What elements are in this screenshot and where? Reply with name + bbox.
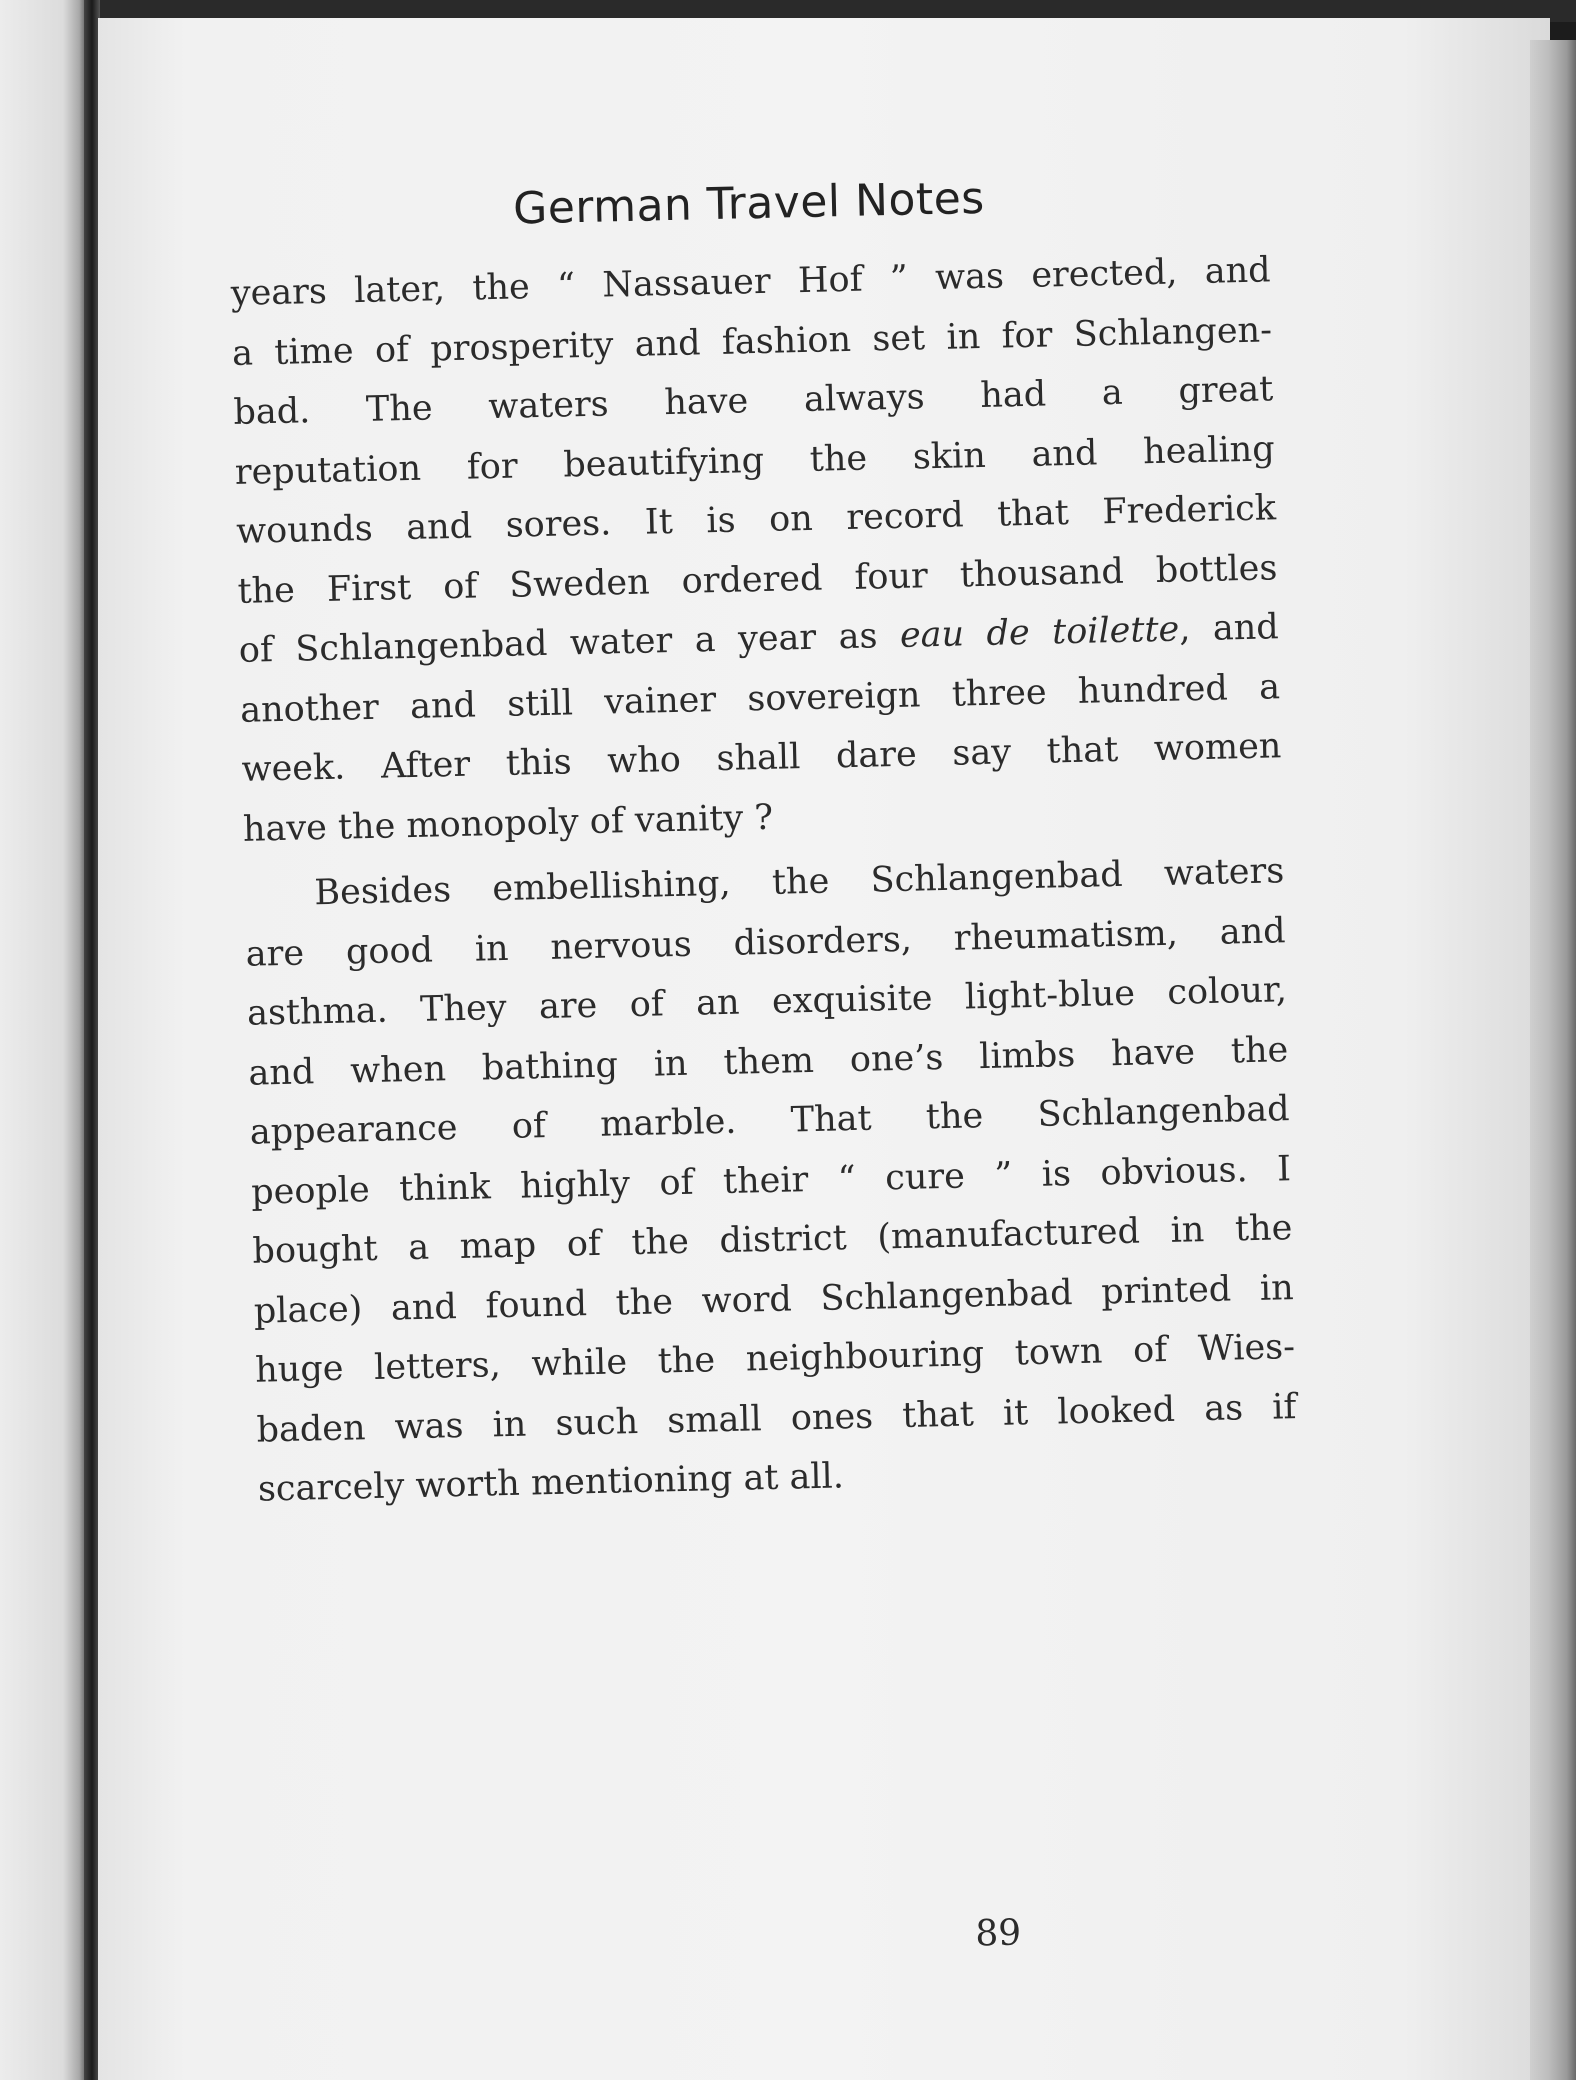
paragraph-2 <box>244 842 1299 1520</box>
running-head: German Travel Notes <box>512 172 986 235</box>
page-text-block <box>228 146 1298 1955</box>
text-line: appearance of marble. That the Schlangenbad <box>249 1089 1291 1153</box>
text-line: have the monopoly of vanity ? <box>242 797 774 850</box>
text-line: week. After this who shall dare say that women <box>241 726 1282 790</box>
text-line: bought a map of the district (manufactured in the <box>252 1208 1293 1272</box>
text-line: people think highly of their “ cure ” is obvious. I <box>250 1148 1292 1213</box>
page-fore-edge <box>1530 40 1576 2080</box>
text-line: the First of Sweden ordered four thousand bottles <box>237 547 1278 612</box>
text-line: are good in nervous disorders, rheumatism, and <box>245 910 1286 975</box>
text-line: another and still vainer sovereign three hundred a <box>239 666 1281 731</box>
text-line: bad. The waters have always had a great <box>233 369 1274 433</box>
facing-page-edge <box>0 0 90 2080</box>
paragraph-1 <box>230 241 1283 859</box>
text-line: reputation for beautifying the skin and healing <box>234 428 1276 493</box>
text-line: years later, the “ Nassauer Hof ” was erected, and <box>230 250 1271 314</box>
text-line: huge letters, while the neighbouring town of Wies- <box>254 1327 1296 1391</box>
text-line: baden was in such small ones that it looked as if <box>256 1386 1297 1451</box>
text-line: a time of prosperity and fashion set in for Schlangen- <box>231 309 1273 374</box>
page-number: 89 <box>974 1912 1022 1955</box>
text-line: of Schlangenbad water a year as eau de toilette, and <box>238 607 1280 671</box>
text-line: scarcely worth mentioning at all. <box>257 1456 845 1510</box>
text-line: Besides embellishing, the Schlangenbad waters <box>313 851 1285 914</box>
text-line: wounds and sores. It is on record that Frederick <box>235 488 1277 552</box>
text-line: place) and found the word Schlangenbad printed in <box>253 1267 1295 1332</box>
text-line: and when bathing in them one’s limbs have the <box>248 1029 1289 1094</box>
text-line: asthma. They are of an exquisite light-blue colour, <box>246 970 1288 1034</box>
